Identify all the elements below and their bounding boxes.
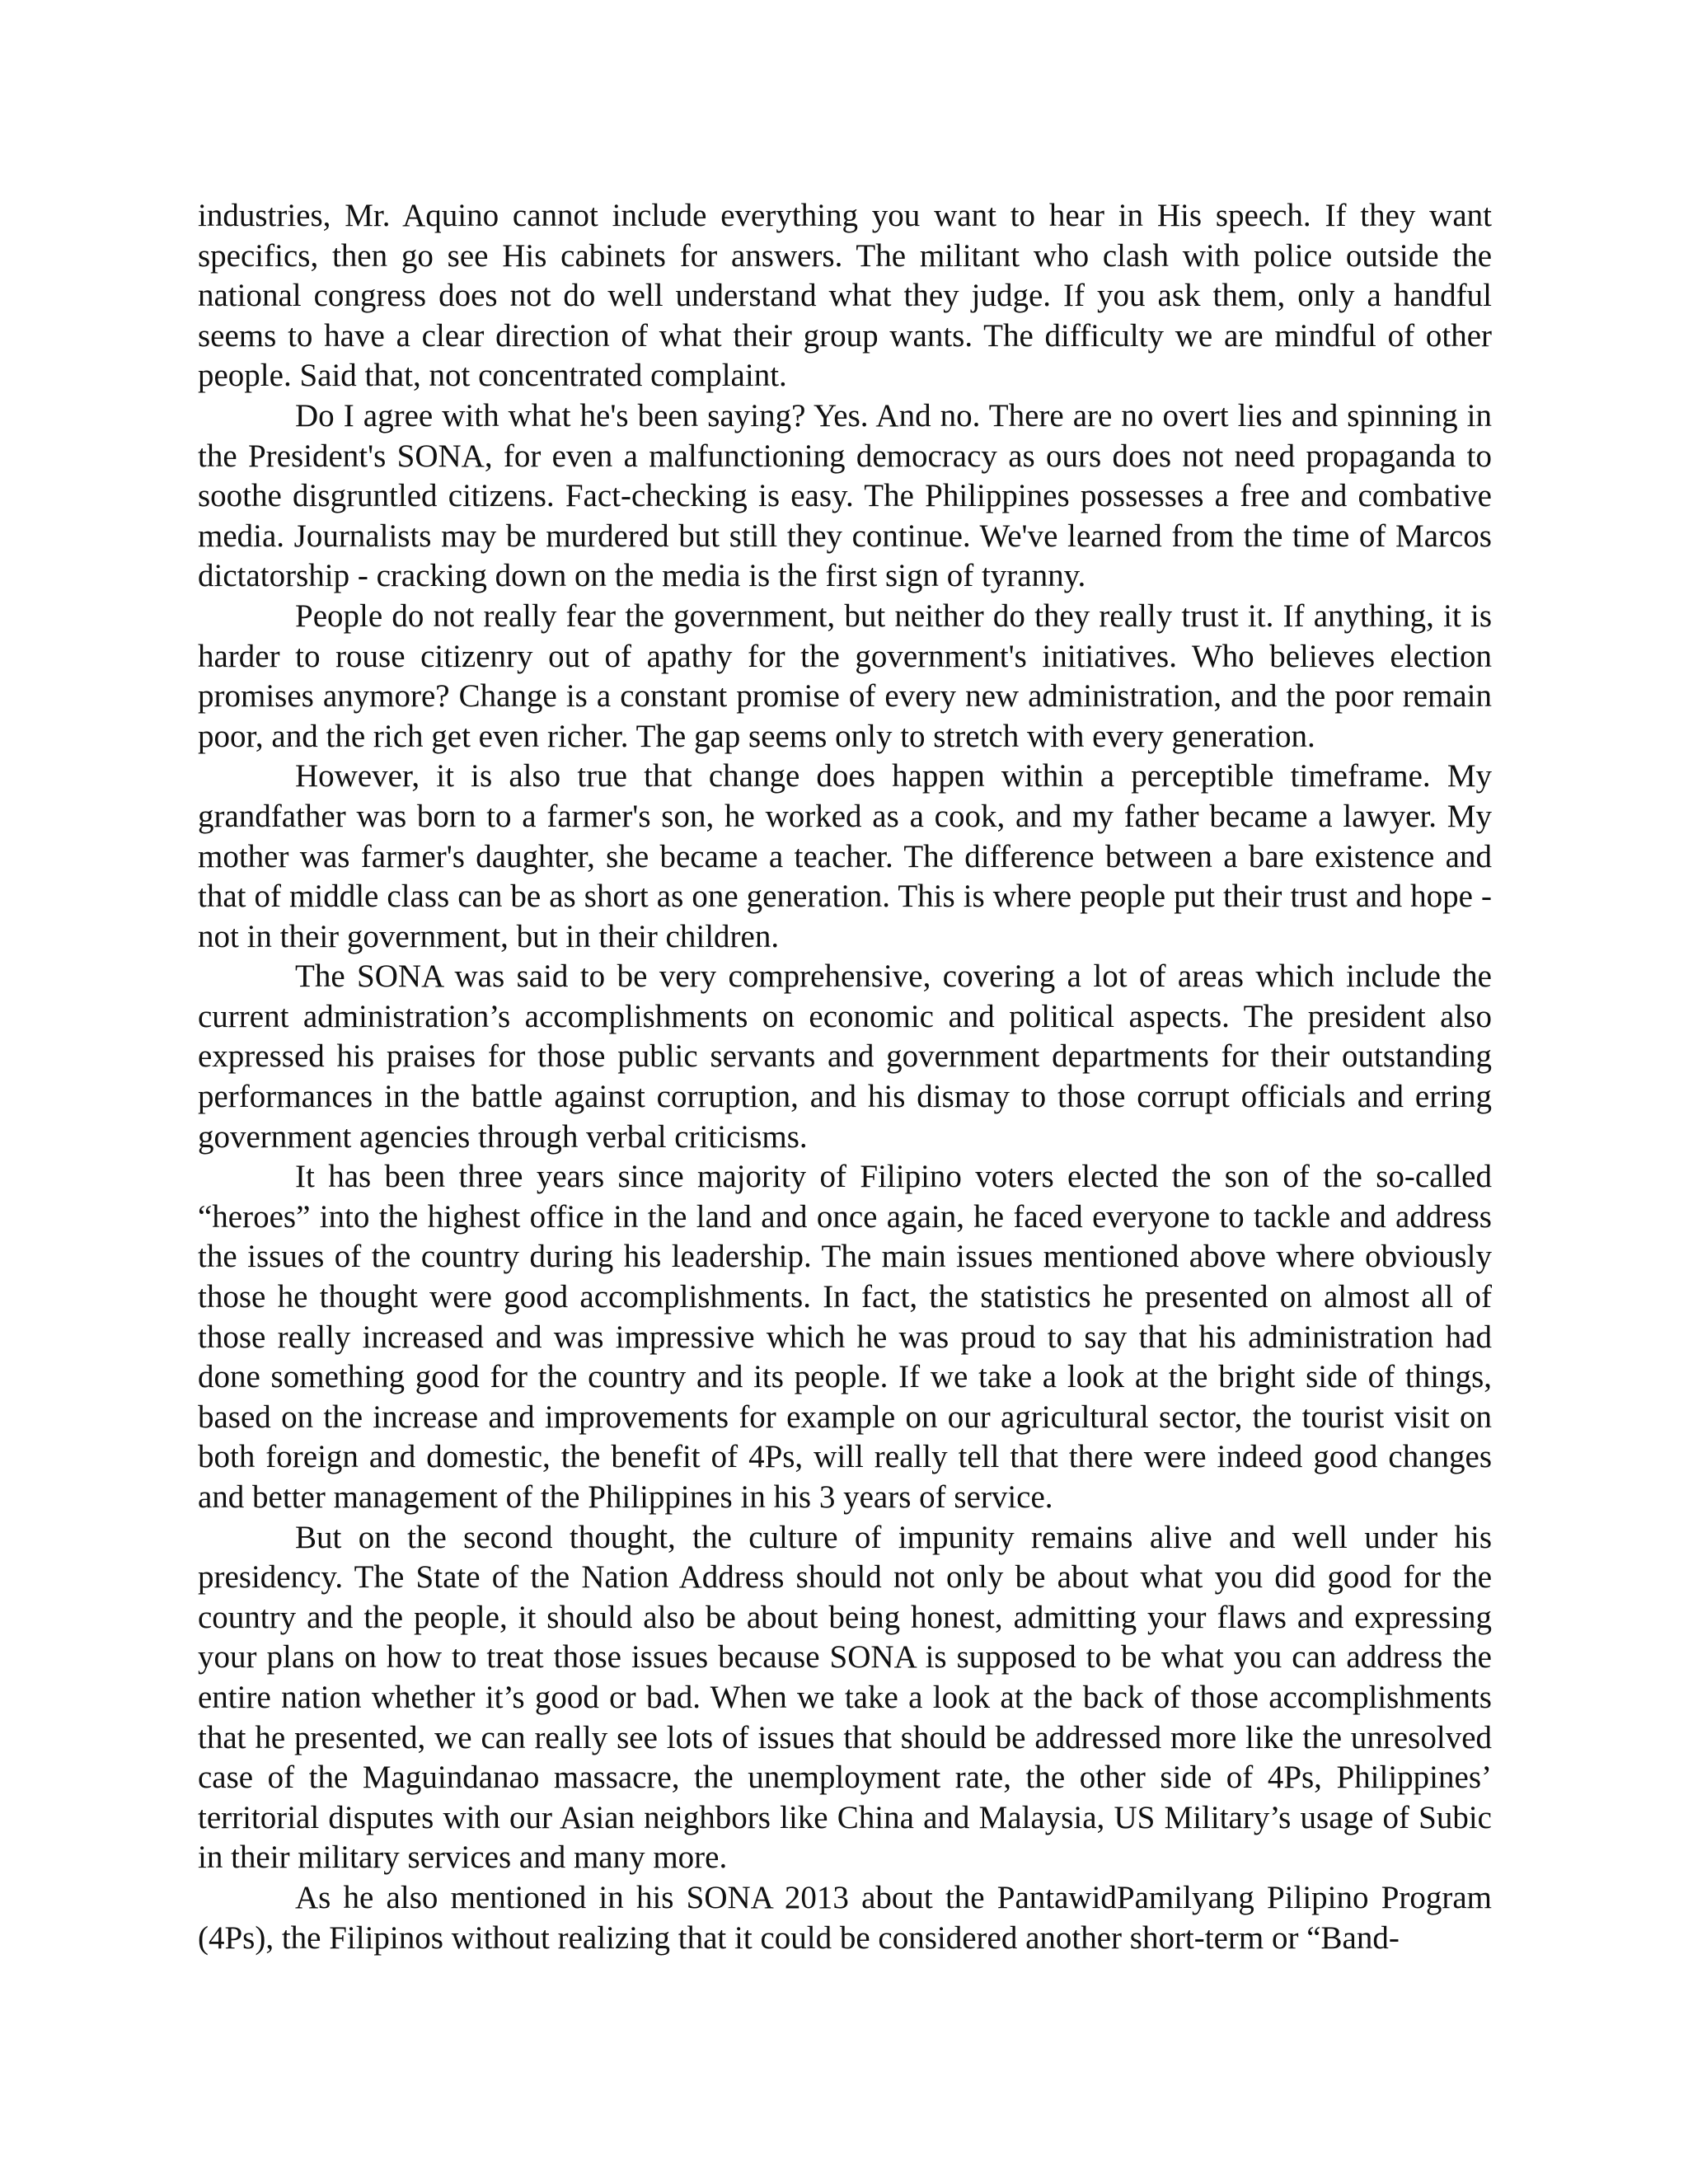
- paragraph-agree: Do I agree with what he's been saying? Yes. And no. There are no overt lies and spinning in the President's SONA, for even a malfunctioning democracy as ours does not need propaganda to soothe disgruntled citizens. Fact-checking is easy. The Philippines possesses a free and combative media. Journalists may be murdered but still they continue. We've learned from the time of Marcos dictatorship - cracking down on the media is the first sign of tyranny.: [198, 397, 1492, 594]
- body-text: [198, 196, 1492, 1958]
- paragraph-three-years: It has been three years since majority of Filipino voters elected the son of the so-called “heroes” into the highest office in the land and once again, he faced everyone to tackle and address the issues of the country during his leadership. The main issues mentioned above where obviously those he thought were good accomplishments. In fact, the statistics he presented on almost all of those really increased and was impressive which he was proud to say that his administration had done something good for the country and its people. If we take a look at the bright side of things, based on the increase and improvements for example on our agricultural sector, the tourist visit on both foreign and domestic, the benefit of 4Ps, will really tell that there were indeed good changes and better management of the Philippines in his 3 years of service.: [198, 1159, 1492, 1515]
- paragraph-trust: People do not really fear the government, but neither do they really trust it. If anything, it is harder to rouse citizenry out of apathy for the government's initiatives. Who believes election promises anymore? Change is a constant promise of every new administration, and the poor remain poor, and the rich get even richer. The gap seems only to stretch with every generation.: [198, 598, 1492, 754]
- paragraph-second-thought: But on the second thought, the culture of impunity remains alive and well under his presidency. The State of the Nation Address should not only be about what you did good for the country and the people, it should also be about being honest, admitting your flaws and expressing your plans on how to treat those issues because SONA is supposed to be what you can address the entire nation whether it’s good or bad. When we take a look at the back of those accomplishments that he presented, we can really see lots of issues that should be addressed more like the unresolved case of the Maguindanao massacre, the unemployment rate, the other side of 4Ps, Philippines’ territorial disputes with our Asian neighbors like China and Malaysia, US Military’s usage of Subic in their military services and many more.: [198, 1519, 1492, 1876]
- paragraph-sona-comprehensive: The SONA was said to be very comprehensive, covering a lot of areas which include the current administration’s accomplishments on economic and political aspects. The president also expressed his praises for those public servants and government departments for their outstanding performances in the battle against corruption, and his dismay to those corrupt officials and erring government agencies through verbal criticisms.: [198, 958, 1492, 1155]
- paragraph-4ps: As he also mentioned in his SONA 2013 about the PantawidPamilyang Pilipino Program (4Ps), the Filipinos without realizing that it could be considered another short-term or “Band-: [198, 1879, 1492, 1956]
- paragraph-continued: industries, Mr. Aquino cannot include everything you want to hear in His speech. If they want specifics, then go see His cabinets for answers. The militant who clash with police outside the national congress does not do well understand what they judge. If you ask them, only a handful seems to have a clear direction of what their group wants. The difficulty we are mindful of other people. Said that, not concentrated complaint.: [198, 198, 1492, 394]
- paragraph-change: However, it is also true that change does happen within a perceptible timeframe. My grandfather was born to a farmer's son, he worked as a cook, and my father became a lawyer. My mother was farmer's daughter, she became a teacher. The difference between a bare existence and that of middle class can be as short as one generation. This is where people put their trust and hope - not in their government, but in their children.: [198, 758, 1492, 954]
